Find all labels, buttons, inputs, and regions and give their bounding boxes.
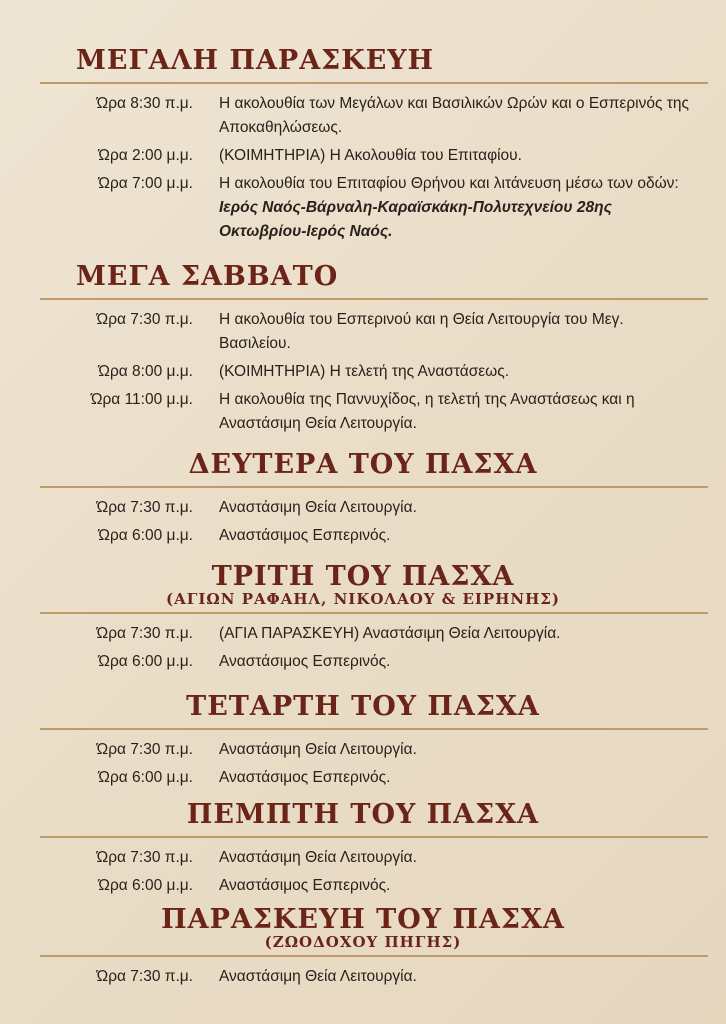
service-description: Αναστάσιμος Εσπερινός. [219,653,391,670]
divider [40,612,708,614]
section-paraskevi-tou-pascha [0,903,726,993]
divider [40,836,708,838]
service-time: Ώρα 8:30 π.μ. [96,95,193,112]
service-time: Ώρα 11:00 μ.μ. [90,391,193,408]
service-description [219,172,699,244]
section-title: ΔΕΥΤΕΡΑ ΤΟΥ ΠΑΣΧΑ [188,449,538,480]
schedule-row [0,766,726,790]
procession-route: Ιερός Ναός-Βάρναλη-Καραϊσκάκη-Πολυτεχνείου 28ης Οκτωβρίου-Ιερός Ναός. [219,199,612,240]
schedule-row [0,172,726,244]
service-description: Αναστάσιμος Εσπερινός. [219,527,391,544]
service-description: Αναστάσιμος Εσπερινός. [219,877,391,894]
service-time: Ώρα 8:00 μ.μ. [98,363,193,380]
service-description: Αναστάσιμη Θεία Λειτουργία. [219,849,417,866]
service-time: Ώρα 6:00 μ.μ. [98,877,193,894]
section-subtitle: (ΑΓΙΩΝ ΡΑΦΑΗΛ, ΝΙΚΟΛΑΟΥ & ΕΙΡΗΝΗΣ) [166,590,560,608]
service-description: Αναστάσιμη Θεία Λειτουργία. [219,968,417,985]
service-time: Ώρα 7:30 π.μ. [96,741,193,758]
service-time: Ώρα 7:30 π.μ. [96,968,193,985]
section-megali-paraskevi [0,44,726,248]
service-time: Ώρα 6:00 μ.μ. [98,653,193,670]
schedule-row [0,308,726,356]
divider [40,728,708,730]
schedule-row [0,144,726,168]
schedule-row [0,650,726,674]
service-time: Ώρα 7:30 π.μ. [96,625,193,642]
service-description: (ΚΟΙΜΗΤΗΡΙΑ) Η Ακολουθία του Επιταφίου. [219,147,522,164]
service-description: Η ακολουθία της Παννυχίδος, η τελετή της Αναστάσεως και η Αναστάσιμη Θεία Λειτουργία. [219,391,635,432]
section-title: ΠΑΡΑΣΚΕΥΗ ΤΟΥ ΠΑΣΧΑ [161,904,565,935]
section-subtitle: (ΖΩΟΔΟΧΟΥ ΠΗΓΗΣ) [264,933,462,951]
section-tetarti-tou-pascha [0,690,726,794]
service-time: Ώρα 6:00 μ.μ. [98,769,193,786]
service-description: (ΚΟΙΜΗΤΗΡΙΑ) Η τελετή της Αναστάσεως. [219,363,510,380]
schedule-row [0,846,726,870]
schedule-row [0,496,726,520]
section-title: ΜΕΓΑ ΣΑΒΒΑΤΟ [76,261,339,292]
service-time: Ώρα 7:30 π.μ. [96,499,193,516]
schedule-row [0,874,726,898]
section-pempti-tou-pascha [0,798,726,902]
divider [40,82,708,84]
service-time: Ώρα 7:00 μ.μ. [98,175,193,192]
section-title: ΜΕΓΑΛΗ ΠΑΡΑΣΚΕΥΗ [76,45,435,76]
service-text: Η ακολουθία του Επιταφίου Θρήνου και λιτάνευση μέσω των οδών: [219,175,679,192]
schedule-row [0,965,726,989]
schedule-row [0,92,726,140]
section-title: ΤΕΤΑΡΤΗ ΤΟΥ ΠΑΣΧΑ [186,691,540,722]
service-time: Ώρα 2:00 μ.μ. [98,147,193,164]
service-description: Αναστάσιμη Θεία Λειτουργία. [219,499,417,516]
divider [40,955,708,957]
schedule-row [0,360,726,384]
divider [40,486,708,488]
schedule-row [0,738,726,762]
section-mega-savvato [0,260,726,440]
schedule-row [0,524,726,548]
section-triti-tou-pascha [0,560,726,678]
divider [40,298,708,300]
service-description: (ΑΓΙΑ ΠΑΡΑΣΚΕΥΗ) Αναστάσιμη Θεία Λειτουργία. [219,625,561,642]
schedule-row [0,388,726,436]
section-title: ΠΕΜΠΤΗ ΤΟΥ ΠΑΣΧΑ [186,799,540,830]
service-time: Ώρα 6:00 μ.μ. [98,527,193,544]
section-deftera-tou-pascha [0,448,726,552]
service-description: Η ακολουθία των Μεγάλων και Βασιλικών Ωρών και ο Εσπερινός της Αποκαθηλώσεως. [219,95,689,136]
service-description: Αναστάσιμη Θεία Λειτουργία. [219,741,417,758]
service-time: Ώρα 7:30 π.μ. [96,849,193,866]
schedule-row [0,622,726,646]
service-description: Αναστάσιμος Εσπερινός. [219,769,391,786]
service-time: Ώρα 7:30 π.μ. [96,311,193,328]
service-description: Η ακολουθία του Εσπερινού και η Θεία Λειτουργία του Μεγ. Βασιλείου. [219,311,624,352]
section-title: ΤΡΙΤΗ ΤΟΥ ΠΑΣΧΑ [211,561,515,592]
